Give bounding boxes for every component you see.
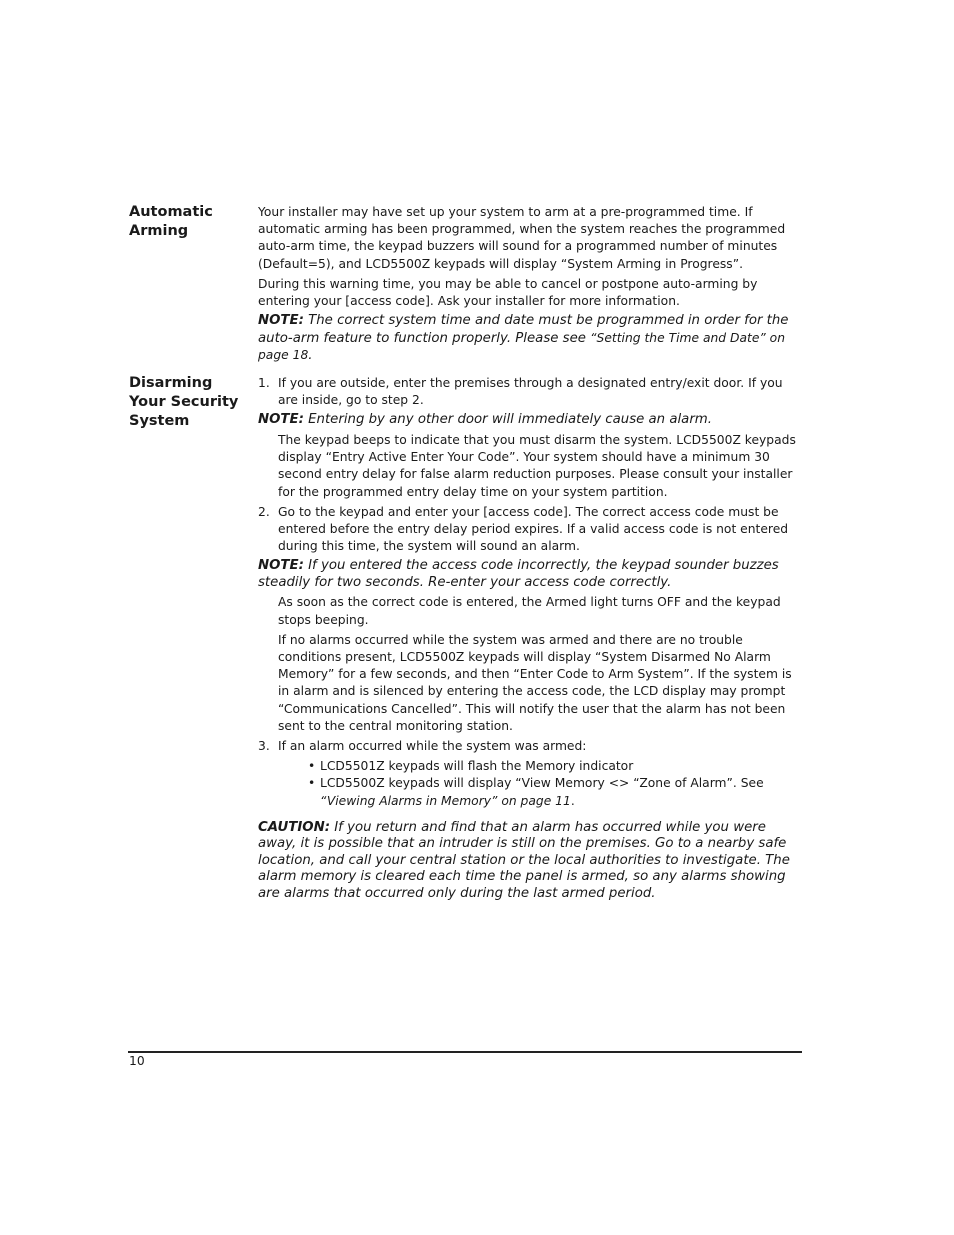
paragraph: Your installer may have set up your system to arm at a pre-programmed time. If automatic arming has been programmed, when the system reaches the programmed auto-arm time, the keypad buzzers will sound for a programmed number of minutes (Default=5), and LCD5500Z keypads will display “System Arming in Progress”. (258, 205, 786, 271)
note-label: NOTE: (258, 412, 304, 428)
step-text: If an alarm occurred while the system was armed: (278, 738, 587, 753)
step-text: If you are outside, enter the premises through a designated entry/exit door. If you are inside, go to step 2. (278, 376, 783, 408)
step-detail: The keypad beeps to indicate that you must disarm the system. LCD5500Z keypads display “Entry Active Enter Your Code”. Your system should have a minimum 30 second entry delay for false alarm reduction purposes. Please consult your installer for the programmed entry delay time on your system partition. (278, 432, 796, 499)
bullet-list (308, 758, 803, 810)
step-1 (258, 375, 803, 409)
heading-disarming: Disarming Your Security System (129, 375, 239, 429)
note-label: NOTE: (258, 313, 304, 329)
bullet-text (320, 775, 803, 809)
list-item (308, 775, 803, 809)
cross-reference-link[interactable]: “Setting the Time and Date” on page 18 (258, 330, 785, 363)
note (258, 558, 803, 591)
step-2 (258, 504, 803, 556)
step-3 (258, 738, 803, 755)
bullet-text-end: . (570, 793, 575, 808)
note-end: . (308, 348, 313, 364)
page-number: 10 (129, 1054, 145, 1068)
step-detail: If no alarms occurred while the system was armed and there are no trouble conditions present, LCD5500Z keypads will display “System Disarmed No Alarm Memory” for a few seconds, and then “Enter Code to Arm System”. If the system is in alarm and is silenced by entering the access code, the LCD display may prompt “Communications Cancelled”. This will notify the user that the alarm has not been sent to the central monitoring station. (278, 632, 792, 733)
note-text: If you entered the access code incorrectly, the keypad sounder buzzes steadily for two seconds. Re-enter your access code correctly. (258, 558, 779, 590)
note-text: Entering by any other door will immediately cause an alarm. (303, 412, 712, 428)
cross-reference-link[interactable]: “Viewing Alarms in Memory” on page 11 (320, 793, 571, 808)
step-number: 3. (258, 738, 270, 753)
automatic-arming-body (258, 204, 803, 368)
disarming-body (258, 375, 803, 905)
step-detail: As soon as the correct code is entered, the Armed light turns OFF and the keypad stops beeping. (278, 595, 781, 627)
note (258, 412, 803, 429)
step-text: Go to the keypad and enter your [access code]. The correct access code must be entered before the entry delay period expires. If a valid access code is not entered during this time, the system will sound an alarm. (278, 504, 789, 554)
step-number: 1. (258, 376, 270, 390)
list-item (308, 758, 803, 775)
bullet-text-main: LCD5500Z keypads will display “View Memory <> “Zone of Alarm”. See (320, 776, 764, 791)
paragraph: During this warning time, you may be able to cancel or postpone auto-arming by entering your [access code]. Ask your installer for more information. (258, 276, 758, 309)
note (258, 313, 803, 365)
caution-label: CAUTION: (258, 819, 331, 835)
heading-automatic-arming: Automatic Arming (129, 204, 213, 239)
step-number: 2. (258, 504, 270, 519)
caution-text: If you return and find that an alarm has occurred while you were away, it is possible that an intruder is still on the premises. Go to a nearby safe location, and call your central station or the local authorities to investigate. The alarm memory is cleared each time the panel is armed, so any alarms showing are alarms that occurred only during the last armed period. (258, 819, 790, 901)
caution (258, 820, 803, 903)
bullet-text: LCD5501Z keypads will flash the Memory indicator (320, 759, 634, 774)
footer-rule (128, 1051, 802, 1053)
note-text: The correct system time and date must be programmed in order for the auto-arm feature to function properly. Please see (258, 313, 789, 346)
bullet-icon: • (308, 759, 316, 774)
bullet-icon: • (308, 776, 316, 791)
note-label: NOTE: (258, 558, 304, 574)
